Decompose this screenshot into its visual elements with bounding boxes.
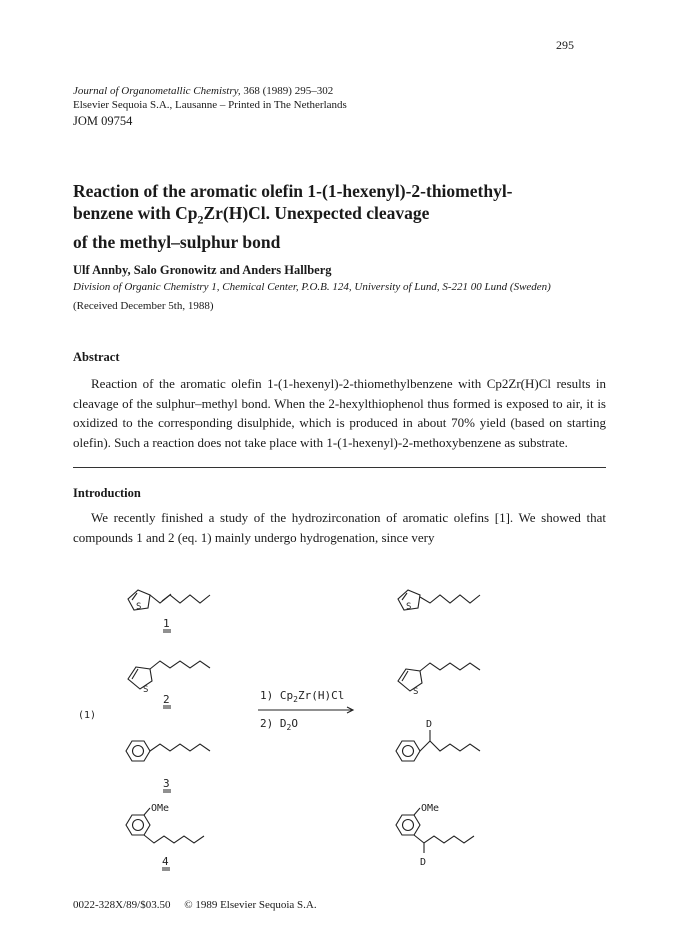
product-3-D: D <box>426 719 433 730</box>
introduction-text: We recently finished a study of the hydrozirconation of aromatic olefins [1]. We showed that compounds 1 and 2 (eq. 1) mainly undergo hydrogenation, since very <box>73 510 606 545</box>
compound-2-underline <box>163 706 171 708</box>
product-2-structure <box>398 663 480 691</box>
product-3-structure <box>396 730 480 761</box>
journal-volume: 368 (1989) 295–302 <box>240 85 334 97</box>
title-line-2-sub: 2 <box>197 212 204 227</box>
title-line-2-pre: benzene with Cp <box>73 203 198 223</box>
product-4-OMe: OMe <box>421 803 440 814</box>
title-line-2-post: Zr(H)Cl. Unexpected cleavage <box>203 203 430 223</box>
abstract-heading: Abstract <box>73 350 120 364</box>
compound-4-OMe: OMe <box>151 803 170 814</box>
reagent-step-1-post: Zr(H)Cl <box>297 689 345 702</box>
compound-3-underline <box>163 790 171 792</box>
paper-title <box>73 180 613 253</box>
received-date: (Received December 5th, 1988) <box>73 300 214 312</box>
compound-2-S: S <box>143 685 149 695</box>
reagent-step-1 <box>260 689 344 704</box>
compound-3-label: 3 <box>163 777 170 790</box>
title-line-2 <box>73 202 613 231</box>
compound-1-underline <box>163 630 171 632</box>
copyright-footer: 0022-328X/89/$03.50 © 1989 Elsevier Sequoia S.A. <box>73 899 317 911</box>
compound-3-structure <box>126 741 210 761</box>
journal-name: Journal of Organometallic Chemistry, <box>73 85 241 97</box>
compound-4-underline <box>162 868 170 870</box>
reagent-step-2-sub: 2 <box>286 723 292 732</box>
reagent-step-2-post: O <box>291 717 298 730</box>
reagent-step-2-pre: 2) D <box>260 717 287 730</box>
authors: Ulf Annby, Salo Gronowitz and Anders Hallberg <box>73 263 332 277</box>
compound-4-label: 4 <box>162 855 169 868</box>
product-2-S: S <box>413 687 419 697</box>
compound-2-structure <box>128 661 210 689</box>
compound-2-label: 2 <box>163 693 170 706</box>
compound-1-S: S <box>136 602 142 612</box>
reagent-step-1-pre: 1) Cp <box>260 689 294 702</box>
page-number: 295 <box>556 38 574 52</box>
journal-citation <box>73 84 347 112</box>
jom-id: JOM 09754 <box>73 114 133 128</box>
product-4-D: D <box>420 857 427 868</box>
title-line-3: of the methyl–sulphur bond <box>73 231 281 252</box>
publisher-line: Elsevier Sequoia S.A., Lausanne – Printed in The Netherlands <box>73 99 347 111</box>
equation-label: (1) <box>78 710 97 721</box>
affiliation: Division of Organic Chemistry 1, Chemical Center, P.O.B. 124, University of Lund, S-221 00 Lund (Sweden) <box>73 281 551 293</box>
reagent-step-1-sub: 2 <box>293 695 298 704</box>
introduction-heading: Introduction <box>73 486 141 500</box>
product-1-S: S <box>406 602 412 612</box>
abstract-text: Reaction of the aromatic olefin 1-(1-hexenyl)-2-thiomethylbenzene with Cp2Zr(H)Cl results in cleavage of the sulphur–methyl bond. When the 2-hexylthiophenol thus formed is exposed to air, it is oxidized to the corresponding disulphide, which is produced in about 70% yield (based on starting olefin). Such a reaction does not take place with 1-(1-hexenyl)-2-methoxybenzene as substrate. <box>73 376 606 450</box>
reaction-scheme <box>70 575 590 880</box>
product-4-structure <box>396 808 474 853</box>
title-line-1: Reaction of the aromatic olefin 1-(1-hexenyl)-2-thiomethyl- <box>73 181 513 201</box>
section-divider <box>73 467 606 468</box>
reagent-step-2 <box>260 717 298 732</box>
compound-1-label: 1 <box>163 617 170 630</box>
